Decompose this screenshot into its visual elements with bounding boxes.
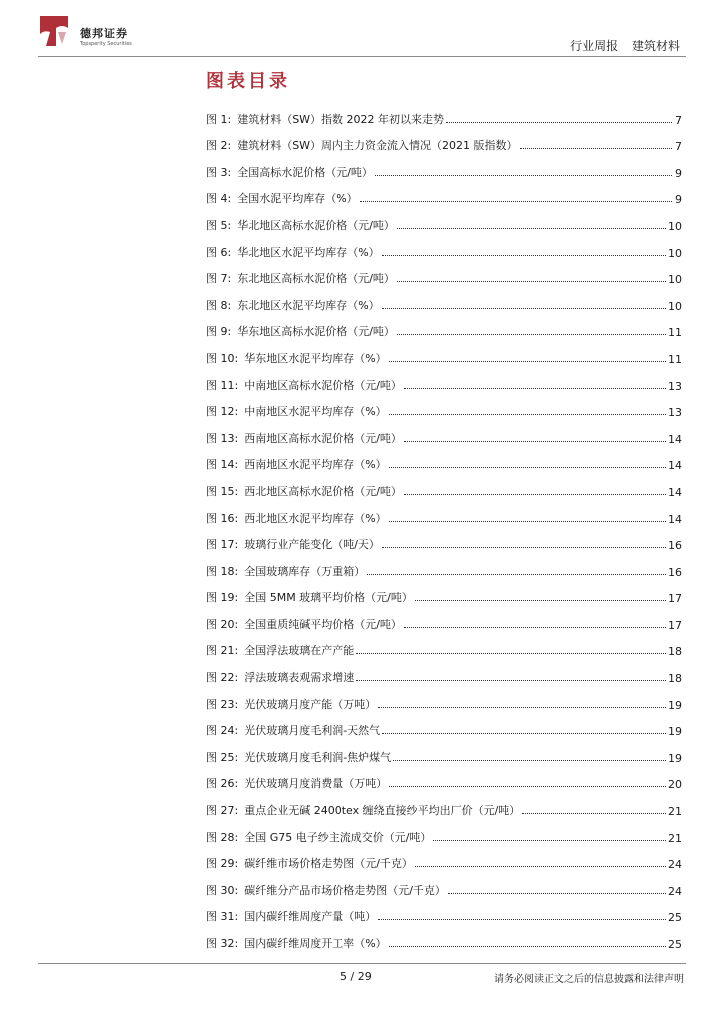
toc-figure-title: 光伏玻璃月度产能（万吨） — [244, 697, 377, 711]
toc-page-number: 10 — [668, 273, 682, 287]
toc-page-number: 20 — [668, 778, 682, 792]
toc-page-number: 9 — [675, 193, 682, 207]
toc-entry[interactable] — [206, 845, 682, 872]
toc-leader-dots — [433, 839, 666, 841]
toc-figure-title: 光伏玻璃月度消费量（万吨） — [244, 777, 388, 791]
toc-figure-title: 国内碳纤维周度开工率（%） — [244, 937, 387, 950]
toc-entry[interactable] — [206, 579, 682, 606]
toc-figure-title: 西南地区水泥平均库存（%） — [244, 458, 387, 472]
toc-leader-dots — [382, 254, 666, 256]
toc-figure-title: 国内碳纤维周度产量（吨） — [244, 910, 377, 924]
toc-entry[interactable] — [206, 526, 682, 553]
toc-page-number: 25 — [668, 911, 682, 925]
toc-entry[interactable] — [206, 738, 682, 765]
toc-leader-dots — [404, 440, 666, 442]
toc-leader-dots — [389, 785, 666, 787]
toc-figure-title: 全国水泥平均库存（%） — [237, 192, 358, 206]
toc-figure-number: 图 31: — [206, 910, 239, 924]
toc-leader-dots — [375, 174, 672, 176]
toc-figure-number: 图 2: — [206, 139, 232, 153]
toc-entry[interactable] — [206, 818, 682, 845]
toc-page-number: 17 — [668, 618, 682, 632]
toc-figure-title: 全国重质纯碱平均价格（元/吨） — [244, 617, 402, 631]
toc-figure-number: 图 23: — [206, 697, 239, 711]
toc-figure-number: 图 13: — [206, 431, 239, 445]
toc-figure-number: 图 24: — [206, 724, 239, 738]
toc-figure-title: 东北地区高标水泥价格（元/吨） — [237, 272, 395, 286]
toc-entry[interactable] — [206, 419, 682, 446]
toc-entry[interactable] — [206, 127, 682, 154]
toc-figure-number: 图 15: — [206, 484, 239, 498]
toc-figure-number: 图 7: — [206, 272, 232, 286]
toc-leader-dots — [397, 227, 666, 229]
toc-entry[interactable] — [206, 100, 682, 127]
toc-figure-number: 图 8: — [206, 298, 232, 312]
toc-figure-number: 图 4: — [206, 192, 232, 206]
toc-leader-dots — [393, 759, 666, 761]
toc-figure-number: 图 10: — [206, 351, 239, 365]
toc-figure-number: 图 5: — [206, 218, 232, 232]
toc-figure-title: 华东地区水泥平均库存（%） — [244, 351, 387, 365]
logo-chinese-name: 德邦证券 — [80, 27, 128, 40]
toc-figure-title: 中南地区水泥平均库存（%） — [244, 405, 387, 419]
toc-leader-dots — [360, 200, 672, 202]
toc-page-number: 11 — [668, 352, 682, 366]
toc-figure-number: 图 12: — [206, 405, 239, 419]
toc-page-number: 16 — [668, 565, 682, 579]
toc-figure-number: 图 19: — [206, 591, 239, 605]
logo-mark-icon — [38, 14, 70, 48]
toc-figure-title: 西南地区高标水泥价格（元/吨） — [244, 431, 402, 445]
toc-leader-dots — [382, 732, 666, 734]
toc-leader-dots — [522, 812, 666, 814]
toc-entry[interactable] — [206, 233, 682, 260]
toc-figure-number: 图 20: — [206, 617, 239, 631]
toc-page-number: 16 — [668, 539, 682, 553]
toc-figure-title: 西北地区水泥平均库存（%） — [244, 511, 387, 525]
toc-figure-title: 东北地区水泥平均库存（%） — [237, 298, 380, 312]
toc-entry[interactable] — [206, 898, 682, 925]
toc-page-number: 25 — [668, 938, 682, 951]
toc-figure-number: 图 26: — [206, 777, 239, 791]
toc-figure-number: 图 28: — [206, 830, 239, 844]
toc-figure-title: 建筑材料（SW）指数 2022 年初以来走势 — [237, 112, 445, 126]
toc-figure-title: 建筑材料（SW）周内主力资金流入情况（2021 版指数） — [237, 139, 518, 153]
toc-figure-title: 华东地区高标水泥价格（元/吨） — [237, 325, 395, 339]
legal-disclaimer: 请务必阅读正文之后的信息披露和法律声明 — [494, 974, 684, 985]
toc-page-number: 18 — [668, 672, 682, 686]
toc-figure-number: 图 3: — [206, 165, 232, 179]
toc-figure-number: 图 1: — [206, 112, 232, 126]
toc-page-number: 11 — [668, 326, 682, 340]
toc-page-number: 18 — [668, 645, 682, 659]
toc-figure-number: 图 18: — [206, 564, 239, 578]
toc-leader-dots — [448, 892, 666, 894]
toc-page-number: 19 — [668, 698, 682, 712]
toc-entry[interactable] — [206, 286, 682, 313]
toc-entry[interactable] — [206, 153, 682, 180]
toc-figure-number: 图 16: — [206, 511, 239, 525]
table-of-figures — [206, 100, 682, 951]
industry-label: 建筑材料 — [631, 39, 680, 53]
toc-figure-number: 图 32: — [206, 937, 239, 950]
toc-page-number: 14 — [668, 432, 682, 446]
toc-leader-dots — [404, 493, 666, 495]
toc-entry[interactable] — [206, 446, 682, 473]
toc-page-number: 9 — [675, 166, 682, 180]
page-number: 5 / 29 — [340, 970, 372, 983]
toc-leader-dots — [415, 599, 666, 601]
toc-figure-number: 图 6: — [206, 245, 232, 259]
toc-entry[interactable] — [206, 366, 682, 393]
toc-entry[interactable] — [206, 658, 682, 685]
toc-leader-dots — [389, 413, 666, 415]
toc-figure-number: 图 21: — [206, 644, 239, 658]
toc-leader-dots — [389, 360, 666, 362]
toc-page-number: 10 — [668, 246, 682, 260]
toc-leader-dots — [404, 387, 666, 389]
toc-entry[interactable] — [206, 791, 682, 818]
toc-leader-dots — [397, 333, 666, 335]
toc-entry[interactable] — [206, 605, 682, 632]
toc-leader-dots — [389, 466, 666, 468]
toc-leader-dots — [378, 706, 666, 708]
toc-figure-title: 全国浮法玻璃在产产能 — [244, 644, 355, 658]
toc-page-number: 10 — [668, 219, 682, 233]
toc-page-number: 19 — [668, 751, 682, 765]
toc-leader-dots — [397, 280, 666, 282]
toc-leader-dots — [446, 121, 672, 123]
toc-page-number: 13 — [668, 406, 682, 420]
toc-entry[interactable] — [206, 765, 682, 792]
toc-leader-dots — [356, 652, 666, 654]
toc-figure-number: 图 27: — [206, 804, 239, 818]
toc-figure-number: 图 14: — [206, 458, 239, 472]
toc-figure-number: 图 29: — [206, 857, 239, 871]
toc-entry[interactable] — [206, 339, 682, 366]
toc-figure-number: 图 17: — [206, 538, 239, 552]
toc-leader-dots — [520, 147, 672, 149]
toc-figure-number: 图 11: — [206, 378, 239, 392]
toc-figure-title: 华北地区高标水泥价格（元/吨） — [237, 218, 395, 232]
toc-page-number: 14 — [668, 459, 682, 473]
toc-entry[interactable] — [206, 313, 682, 340]
toc-figure-title: 中南地区高标水泥价格（元/吨） — [244, 378, 402, 392]
toc-leader-dots — [382, 307, 666, 309]
toc-figure-number: 图 22: — [206, 671, 239, 685]
toc-figure-number: 图 25: — [206, 750, 239, 764]
toc-entry[interactable] — [206, 685, 682, 712]
toc-entry[interactable] — [206, 712, 682, 739]
toc-entry[interactable] — [206, 393, 682, 420]
toc-page-number: 21 — [668, 831, 682, 845]
toc-leader-dots — [389, 520, 666, 522]
toc-figure-title: 碳纤维市场价格走势图（元/千克） — [244, 857, 413, 871]
toc-figure-title: 光伏玻璃月度毛利润-焦炉煤气 — [244, 750, 392, 764]
toc-figure-title: 碳纤维分产品市场价格走势图（元/千克） — [244, 883, 446, 897]
toc-page-number: 7 — [675, 113, 682, 127]
toc-leader-dots — [415, 865, 666, 867]
toc-figure-title: 全国 G75 电子纱主流成交价（元/吨） — [244, 830, 432, 844]
toc-page-number: 24 — [668, 858, 682, 872]
toc-leader-dots — [404, 626, 666, 628]
toc-entry[interactable] — [206, 552, 682, 579]
footer-divider — [38, 963, 686, 964]
logo-english-name: Topsperity Securities — [80, 41, 132, 47]
toc-entry[interactable] — [206, 924, 682, 951]
toc-entry[interactable] — [206, 499, 682, 526]
header-labels — [560, 37, 680, 54]
toc-page-number: 14 — [668, 512, 682, 526]
toc-page-number: 13 — [668, 379, 682, 393]
toc-entry[interactable] — [206, 871, 682, 898]
toc-page-number: 19 — [668, 725, 682, 739]
company-logo — [38, 14, 158, 48]
toc-figure-title: 浮法玻璃表观需求增速 — [244, 671, 355, 685]
header-divider — [38, 56, 686, 57]
toc-figure-title: 全国 5MM 玻璃平均价格（元/吨） — [244, 591, 413, 605]
toc-figure-number: 图 30: — [206, 883, 239, 897]
toc-figure-title: 西北地区高标水泥价格（元/吨） — [244, 484, 402, 498]
toc-page-number: 14 — [668, 485, 682, 499]
toc-figure-title: 全国高标水泥价格（元/吨） — [237, 165, 373, 179]
toc-figure-title: 全国玻璃库存（万重箱） — [244, 564, 366, 578]
toc-page-number: 21 — [668, 805, 682, 819]
toc-figure-title: 华北地区水泥平均库存（%） — [237, 245, 380, 259]
toc-entry[interactable] — [206, 180, 682, 207]
toc-figure-title: 重点企业无碱 2400tex 缠绕直接纱平均出厂价（元/吨） — [244, 804, 521, 818]
toc-entry[interactable] — [206, 472, 682, 499]
toc-leader-dots — [382, 546, 666, 548]
toc-page-number: 17 — [668, 592, 682, 606]
toc-title: 图表目录 — [206, 71, 290, 92]
toc-entry[interactable] — [206, 260, 682, 287]
toc-figure-number: 图 9: — [206, 325, 232, 339]
toc-leader-dots — [389, 945, 666, 947]
toc-entry[interactable] — [206, 632, 682, 659]
toc-leader-dots — [356, 679, 666, 681]
toc-figure-title: 光伏玻璃月度毛利润-天然气 — [244, 724, 381, 738]
toc-figure-title: 玻璃行业产能变化（吨/天） — [244, 538, 380, 552]
page-header — [0, 0, 724, 58]
toc-page-number: 7 — [675, 140, 682, 154]
toc-leader-dots — [367, 573, 666, 575]
report-type-label: 行业周报 — [570, 39, 619, 53]
toc-leader-dots — [378, 918, 666, 920]
toc-page-number: 24 — [668, 884, 682, 898]
toc-entry[interactable] — [206, 206, 682, 233]
toc-page-number: 10 — [668, 299, 682, 313]
